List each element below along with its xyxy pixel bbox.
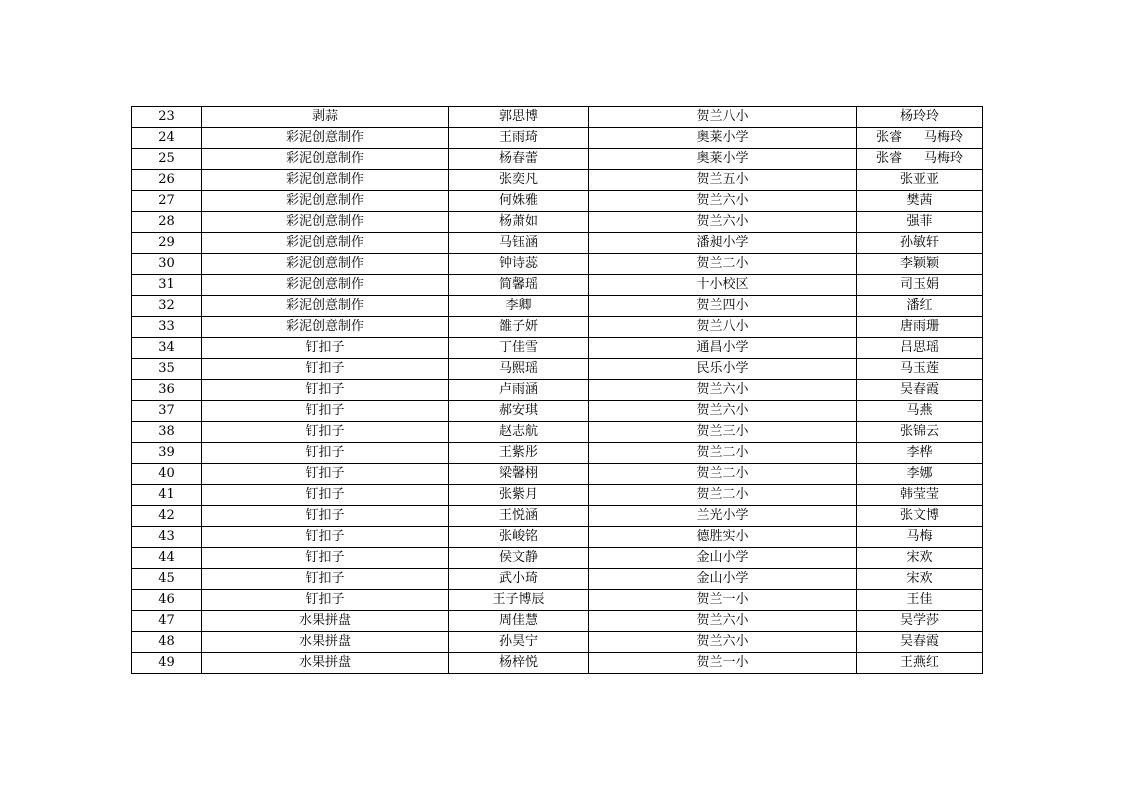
teacher-name: 张睿 <box>875 151 902 166</box>
table-row <box>132 107 983 128</box>
project-cell: 彩泥创意制作 <box>202 317 449 338</box>
teacher-name: 马梅玲 <box>924 151 964 166</box>
school-cell: 贺兰二小 <box>589 443 857 464</box>
student-name-cell: 郭思博 <box>449 107 589 128</box>
table-row <box>132 275 983 296</box>
row-number-cell: 24 <box>132 128 202 149</box>
project-cell: 钉扣子 <box>202 443 449 464</box>
table-row <box>132 527 983 548</box>
project-cell: 钉扣子 <box>202 422 449 443</box>
teacher-name: 唐雨珊 <box>899 319 939 334</box>
row-number-cell: 41 <box>132 485 202 506</box>
table-row <box>132 191 983 212</box>
teacher-name: 马梅玲 <box>924 130 964 145</box>
school-cell: 奥莱小学 <box>589 128 857 149</box>
row-number-cell: 30 <box>132 254 202 275</box>
school-cell: 贺兰六小 <box>589 401 857 422</box>
row-number-cell: 40 <box>132 464 202 485</box>
teacher-cell <box>857 527 983 548</box>
table-row <box>132 548 983 569</box>
student-name-cell: 钟诗蕊 <box>449 254 589 275</box>
project-cell: 钉扣子 <box>202 401 449 422</box>
teacher-cell <box>857 107 983 128</box>
row-number-cell: 29 <box>132 233 202 254</box>
student-name-cell: 李卿 <box>449 296 589 317</box>
teacher-cell <box>857 422 983 443</box>
teacher-cell <box>857 506 983 527</box>
project-cell: 钉扣子 <box>202 380 449 401</box>
school-cell: 贺兰二小 <box>589 464 857 485</box>
student-name-cell: 简馨瑶 <box>449 275 589 296</box>
table-row <box>132 506 983 527</box>
teacher-cell <box>857 338 983 359</box>
school-cell: 贺兰六小 <box>589 632 857 653</box>
student-name-cell: 雒子妍 <box>449 317 589 338</box>
teacher-name: 李桦 <box>906 445 933 460</box>
project-cell: 剥蒜 <box>202 107 449 128</box>
row-number-cell: 27 <box>132 191 202 212</box>
school-cell: 金山小学 <box>589 569 857 590</box>
teacher-cell <box>857 317 983 338</box>
school-cell: 贺兰六小 <box>589 212 857 233</box>
student-name-cell: 侯文静 <box>449 548 589 569</box>
project-cell: 钉扣子 <box>202 506 449 527</box>
row-number-cell: 23 <box>132 107 202 128</box>
student-name-cell: 梁馨栩 <box>449 464 589 485</box>
project-cell: 钉扣子 <box>202 464 449 485</box>
teacher-name: 宋欢 <box>906 550 933 565</box>
teacher-cell <box>857 569 983 590</box>
row-number-cell: 34 <box>132 338 202 359</box>
table-row <box>132 170 983 191</box>
student-name-cell: 杨春蕾 <box>449 149 589 170</box>
project-cell: 彩泥创意制作 <box>202 254 449 275</box>
project-cell: 钉扣子 <box>202 548 449 569</box>
teacher-name: 张文博 <box>899 508 939 523</box>
table-row <box>132 233 983 254</box>
teacher-name: 司玉娟 <box>899 277 939 292</box>
row-number-cell: 47 <box>132 611 202 632</box>
school-cell: 奥莱小学 <box>589 149 857 170</box>
teacher-name: 杨玲玲 <box>899 109 939 124</box>
teacher-cell <box>857 128 983 149</box>
row-number-cell: 36 <box>132 380 202 401</box>
row-number-cell: 35 <box>132 359 202 380</box>
teacher-cell <box>857 464 983 485</box>
project-cell: 钉扣子 <box>202 590 449 611</box>
project-cell: 彩泥创意制作 <box>202 128 449 149</box>
student-name-cell: 赵志航 <box>449 422 589 443</box>
student-name-cell: 武小琦 <box>449 569 589 590</box>
teacher-name: 马玉莲 <box>899 361 939 376</box>
table-row <box>132 149 983 170</box>
student-name-cell: 王雨琦 <box>449 128 589 149</box>
teacher-cell <box>857 212 983 233</box>
teacher-name: 王佳 <box>906 592 933 607</box>
teacher-name: 吴春霞 <box>899 382 939 397</box>
row-number-cell: 33 <box>132 317 202 338</box>
teacher-cell <box>857 233 983 254</box>
row-number-cell: 26 <box>132 170 202 191</box>
row-number-cell: 43 <box>132 527 202 548</box>
teacher-name: 吴春霞 <box>899 634 939 649</box>
school-cell: 贺兰五小 <box>589 170 857 191</box>
student-name-cell: 杨梓悦 <box>449 653 589 674</box>
teacher-cell <box>857 590 983 611</box>
table-row <box>132 611 983 632</box>
teacher-name: 马燕 <box>906 403 933 418</box>
student-name-cell: 卢雨涵 <box>449 380 589 401</box>
project-cell: 水果拼盘 <box>202 632 449 653</box>
teacher-cell <box>857 653 983 674</box>
school-cell: 民乐小学 <box>589 359 857 380</box>
student-name-cell: 孙昊宁 <box>449 632 589 653</box>
teacher-cell <box>857 149 983 170</box>
project-cell: 彩泥创意制作 <box>202 191 449 212</box>
project-cell: 彩泥创意制作 <box>202 296 449 317</box>
project-cell: 钉扣子 <box>202 338 449 359</box>
student-name-cell: 张峻铭 <box>449 527 589 548</box>
school-cell: 德胜实小 <box>589 527 857 548</box>
project-cell: 钉扣子 <box>202 569 449 590</box>
table-row <box>132 569 983 590</box>
table-row <box>132 632 983 653</box>
teacher-cell <box>857 548 983 569</box>
row-number-cell: 25 <box>132 149 202 170</box>
project-cell: 彩泥创意制作 <box>202 233 449 254</box>
table-row <box>132 380 983 401</box>
teacher-cell <box>857 485 983 506</box>
student-name-cell: 张紫月 <box>449 485 589 506</box>
project-cell: 钉扣子 <box>202 485 449 506</box>
student-name-cell: 马熙瑶 <box>449 359 589 380</box>
school-cell: 贺兰六小 <box>589 191 857 212</box>
school-cell: 十小校区 <box>589 275 857 296</box>
teacher-name: 潘红 <box>906 298 933 313</box>
teacher-name: 宋欢 <box>906 571 933 586</box>
school-cell: 贺兰三小 <box>589 422 857 443</box>
student-name-cell: 王悦涵 <box>449 506 589 527</box>
table-row <box>132 212 983 233</box>
table-row <box>132 443 983 464</box>
table-row <box>132 485 983 506</box>
row-number-cell: 49 <box>132 653 202 674</box>
student-name-cell: 郝安琪 <box>449 401 589 422</box>
row-number-cell: 28 <box>132 212 202 233</box>
table-row <box>132 254 983 275</box>
row-number-cell: 45 <box>132 569 202 590</box>
row-number-cell: 32 <box>132 296 202 317</box>
teacher-name: 吕思瑶 <box>899 340 939 355</box>
school-cell: 通昌小学 <box>589 338 857 359</box>
table-row <box>132 422 983 443</box>
teacher-name: 韩莹莹 <box>899 487 939 502</box>
project-cell: 彩泥创意制作 <box>202 275 449 296</box>
school-cell: 贺兰二小 <box>589 485 857 506</box>
student-name-cell: 何姝雅 <box>449 191 589 212</box>
student-name-cell: 马钰涵 <box>449 233 589 254</box>
teacher-cell <box>857 254 983 275</box>
project-cell: 钉扣子 <box>202 527 449 548</box>
row-number-cell: 39 <box>132 443 202 464</box>
teacher-cell <box>857 380 983 401</box>
teacher-name: 王燕红 <box>899 655 939 670</box>
row-number-cell: 48 <box>132 632 202 653</box>
project-cell: 水果拼盘 <box>202 611 449 632</box>
teacher-name: 李颖颖 <box>899 256 939 271</box>
student-name-cell: 杨萧如 <box>449 212 589 233</box>
student-name-cell: 丁佳雪 <box>449 338 589 359</box>
school-cell: 潘昶小学 <box>589 233 857 254</box>
table-row <box>132 128 983 149</box>
teacher-name: 吴学莎 <box>899 613 939 628</box>
school-cell: 贺兰六小 <box>589 380 857 401</box>
teacher-name: 张亚亚 <box>899 172 939 187</box>
teacher-cell <box>857 401 983 422</box>
teacher-cell <box>857 632 983 653</box>
table-row <box>132 338 983 359</box>
project-cell: 钉扣子 <box>202 359 449 380</box>
teacher-name: 孙敏轩 <box>899 235 939 250</box>
project-cell: 彩泥创意制作 <box>202 149 449 170</box>
roster-table-body <box>132 107 983 674</box>
student-name-cell: 王紫彤 <box>449 443 589 464</box>
teacher-name: 强菲 <box>906 214 933 229</box>
row-number-cell: 37 <box>132 401 202 422</box>
school-cell: 贺兰一小 <box>589 653 857 674</box>
roster-table <box>131 106 983 674</box>
teacher-cell <box>857 443 983 464</box>
row-number-cell: 44 <box>132 548 202 569</box>
teacher-cell <box>857 296 983 317</box>
table-row <box>132 590 983 611</box>
teacher-cell <box>857 170 983 191</box>
project-cell: 水果拼盘 <box>202 653 449 674</box>
school-cell: 贺兰八小 <box>589 107 857 128</box>
school-cell: 贺兰六小 <box>589 611 857 632</box>
row-number-cell: 31 <box>132 275 202 296</box>
table-row <box>132 464 983 485</box>
teacher-cell <box>857 275 983 296</box>
student-name-cell: 周佳慧 <box>449 611 589 632</box>
table-row <box>132 401 983 422</box>
school-cell: 贺兰四小 <box>589 296 857 317</box>
school-cell: 贺兰一小 <box>589 590 857 611</box>
student-name-cell: 张奕凡 <box>449 170 589 191</box>
project-cell: 彩泥创意制作 <box>202 212 449 233</box>
school-cell: 贺兰二小 <box>589 254 857 275</box>
table-row <box>132 359 983 380</box>
row-number-cell: 38 <box>132 422 202 443</box>
school-cell: 贺兰八小 <box>589 317 857 338</box>
table-row <box>132 296 983 317</box>
teacher-cell <box>857 359 983 380</box>
teacher-name: 张锦云 <box>899 424 939 439</box>
table-row <box>132 653 983 674</box>
teacher-name: 张睿 <box>875 130 902 145</box>
student-name-cell: 王子博辰 <box>449 590 589 611</box>
row-number-cell: 42 <box>132 506 202 527</box>
teacher-cell <box>857 191 983 212</box>
teacher-name: 马梅 <box>906 529 933 544</box>
teacher-name: 李娜 <box>906 466 933 481</box>
table-row <box>132 317 983 338</box>
row-number-cell: 46 <box>132 590 202 611</box>
teacher-cell <box>857 611 983 632</box>
teacher-name: 樊茜 <box>906 193 933 208</box>
school-cell: 兰光小学 <box>589 506 857 527</box>
school-cell: 金山小学 <box>589 548 857 569</box>
project-cell: 彩泥创意制作 <box>202 170 449 191</box>
